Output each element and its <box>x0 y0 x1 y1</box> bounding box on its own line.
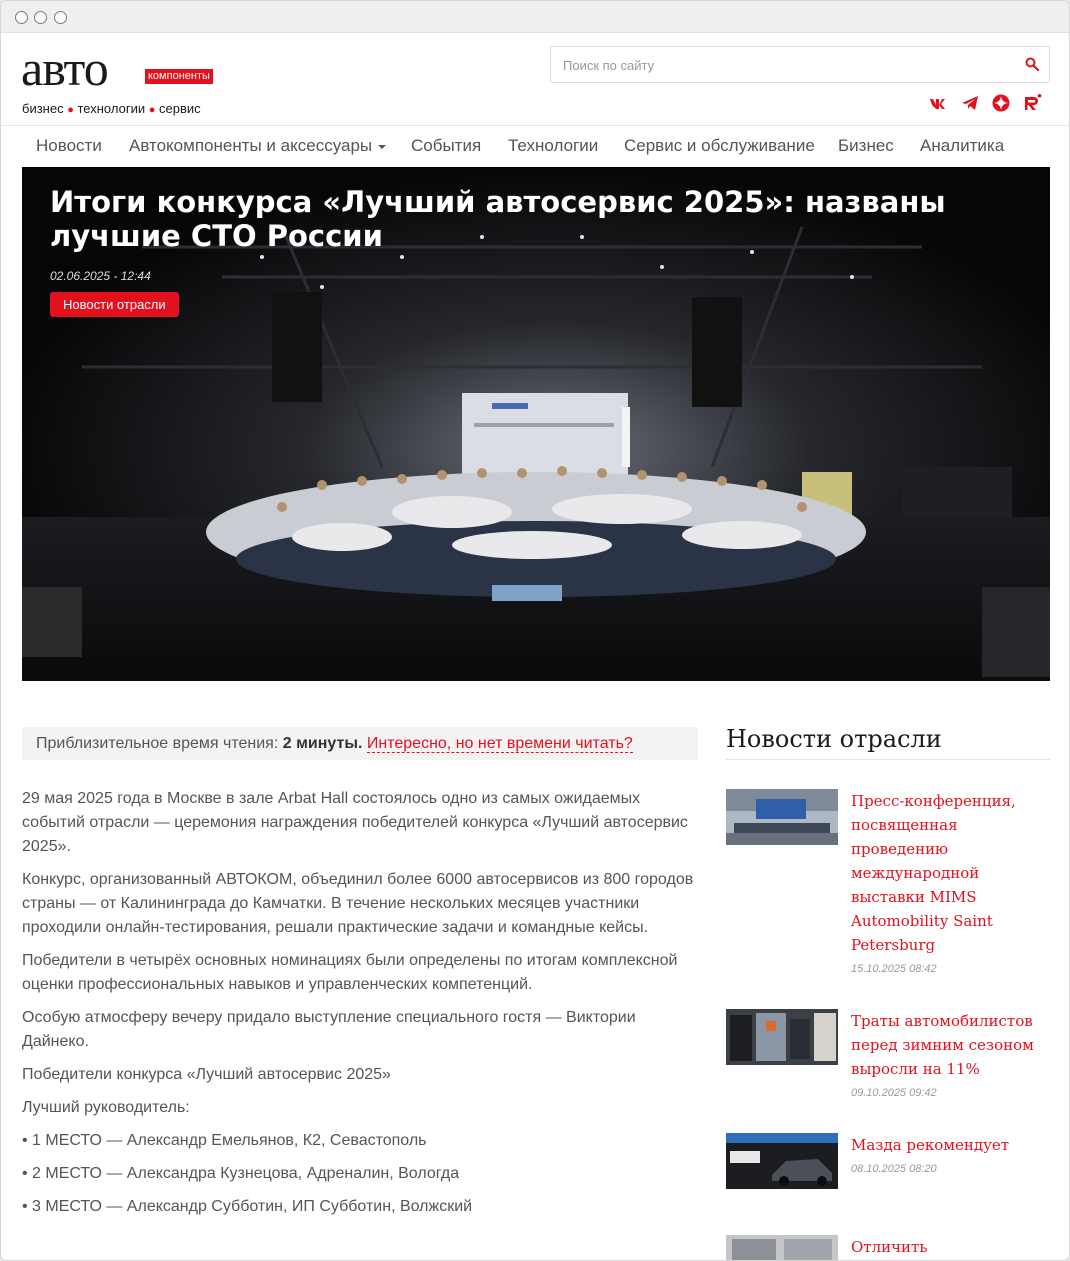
social-links <box>929 93 1042 113</box>
news-thumbnail[interactable] <box>726 1133 838 1189</box>
article-paragraph: Конкурс, организованный АВТОКОМ, объединил более 6000 автосервисов из 800 городов страны — от Калининграда до Камчатки. В течение нескольких месяцев участники проходили онлайн-тестирования, решали практические задачи и командные кейсы. <box>22 871 694 936</box>
window-dot-2[interactable] <box>34 11 47 24</box>
nav-news[interactable]: Новости <box>36 136 102 155</box>
logo-main-text: авто <box>21 40 108 96</box>
window-titlebar <box>1 1 1069 33</box>
nav-autocomponents[interactable] <box>129 136 386 156</box>
nav-technologies[interactable]: Технологии <box>508 136 599 155</box>
logo-tag: компоненты <box>145 69 213 84</box>
article-paragraph: Победители конкурса «Лучший автосервис 2025» <box>22 1066 391 1083</box>
news-thumbnail[interactable] <box>726 1235 838 1261</box>
logo-sub-2: технологии <box>77 101 146 116</box>
winner-list-item: • 1 МЕСТО — Александр Емельянов, К2, Севастополь <box>22 1132 427 1149</box>
rutube-icon[interactable] <box>1022 93 1042 113</box>
site-logo[interactable] <box>21 40 221 119</box>
article-paragraph: Особую атмосферу вечеру придало выступление специального гостя — Виктории Дайнеко. <box>22 1009 636 1050</box>
dzen-icon[interactable] <box>991 93 1011 113</box>
reading-time-text <box>36 735 633 753</box>
reading-time-box <box>22 727 698 760</box>
news-date: 15.10.2025 08:42 <box>851 963 937 975</box>
winner-list-item: • 2 МЕСТО — Александра Кузнецова, Адреналин, Вологда <box>22 1165 460 1182</box>
logo-subtitle: бизнес ● технологии ● сервис <box>22 101 201 116</box>
nav-autocomponents-label: Автокомпоненты и аксессуары <box>129 136 373 155</box>
sidebar-title: Новости отрасли <box>726 725 942 753</box>
search-input[interactable] <box>550 46 1050 83</box>
winner-list-item: • 3 МЕСТО — Александр Субботин, ИП Субботин, Волжский <box>22 1198 473 1215</box>
window-dot-1[interactable] <box>15 11 28 24</box>
hero-banner[interactable] <box>22 167 1050 681</box>
news-title[interactable]: Пресс-конференция, посвященная проведению международной выставки MIMS Automobility Saint Petersburg <box>851 792 1016 954</box>
news-date: 08.10.2025 08:20 <box>851 1163 937 1175</box>
sidebar-divider <box>726 759 1050 760</box>
nav-events[interactable]: События <box>411 136 482 155</box>
site-header <box>1 33 1069 125</box>
news-title[interactable]: Отличить <box>851 1238 928 1256</box>
news-thumbnail[interactable] <box>726 789 838 845</box>
summary-link[interactable]: Интересно, но нет времени читать? <box>366 735 633 752</box>
news-date: 09.10.2025 09:42 <box>851 1087 937 1099</box>
window-dot-3[interactable] <box>54 11 67 24</box>
article-paragraph: 29 мая 2025 года в Москве в зале Arbat Hall состоялось одно из самых ожидаемых событий отрасли — церемония награждения победителей конкурса «Лучший автосервис 2025». <box>22 790 688 855</box>
news-title[interactable]: Траты автомобилистов перед зимним сезоном выросли на 11% <box>851 1012 1034 1078</box>
vk-icon[interactable] <box>929 93 949 113</box>
news-thumbnail[interactable] <box>726 1009 838 1065</box>
reading-time-value: 2 минуты. <box>282 735 363 752</box>
article-paragraph: Победители в четырёх основных номинациях были определены по итогам комплексной оценки профессиональных навыков и управленческих компетенций. <box>22 952 678 993</box>
article-title: Итоги конкурса «Лучший автосервис 2025»: названы лучшие СТО России <box>50 185 946 253</box>
main-nav <box>1 125 1070 167</box>
article-date: 02.06.2025 - 12:44 <box>50 269 151 283</box>
logo-sub-1: бизнес <box>22 101 64 116</box>
telegram-icon[interactable] <box>960 93 980 113</box>
search-icon[interactable] <box>1025 57 1039 71</box>
nav-business[interactable]: Бизнес <box>838 136 894 155</box>
reading-time-prefix: Приблизительное время чтения: <box>36 735 279 752</box>
chevron-down-icon <box>378 145 386 149</box>
search-placeholder: Поиск по сайту <box>563 58 655 73</box>
nav-analytics[interactable]: Аналитика <box>920 136 1005 155</box>
news-title[interactable]: Мазда рекомендует <box>851 1136 1010 1154</box>
article-body <box>22 787 698 1228</box>
category-badge[interactable]: Новости отрасли <box>50 292 179 317</box>
article-paragraph: Лучший руководитель: <box>22 1099 190 1116</box>
logo-sub-3: сервис <box>159 101 201 116</box>
nav-service[interactable]: Сервис и обслуживание <box>624 136 815 155</box>
